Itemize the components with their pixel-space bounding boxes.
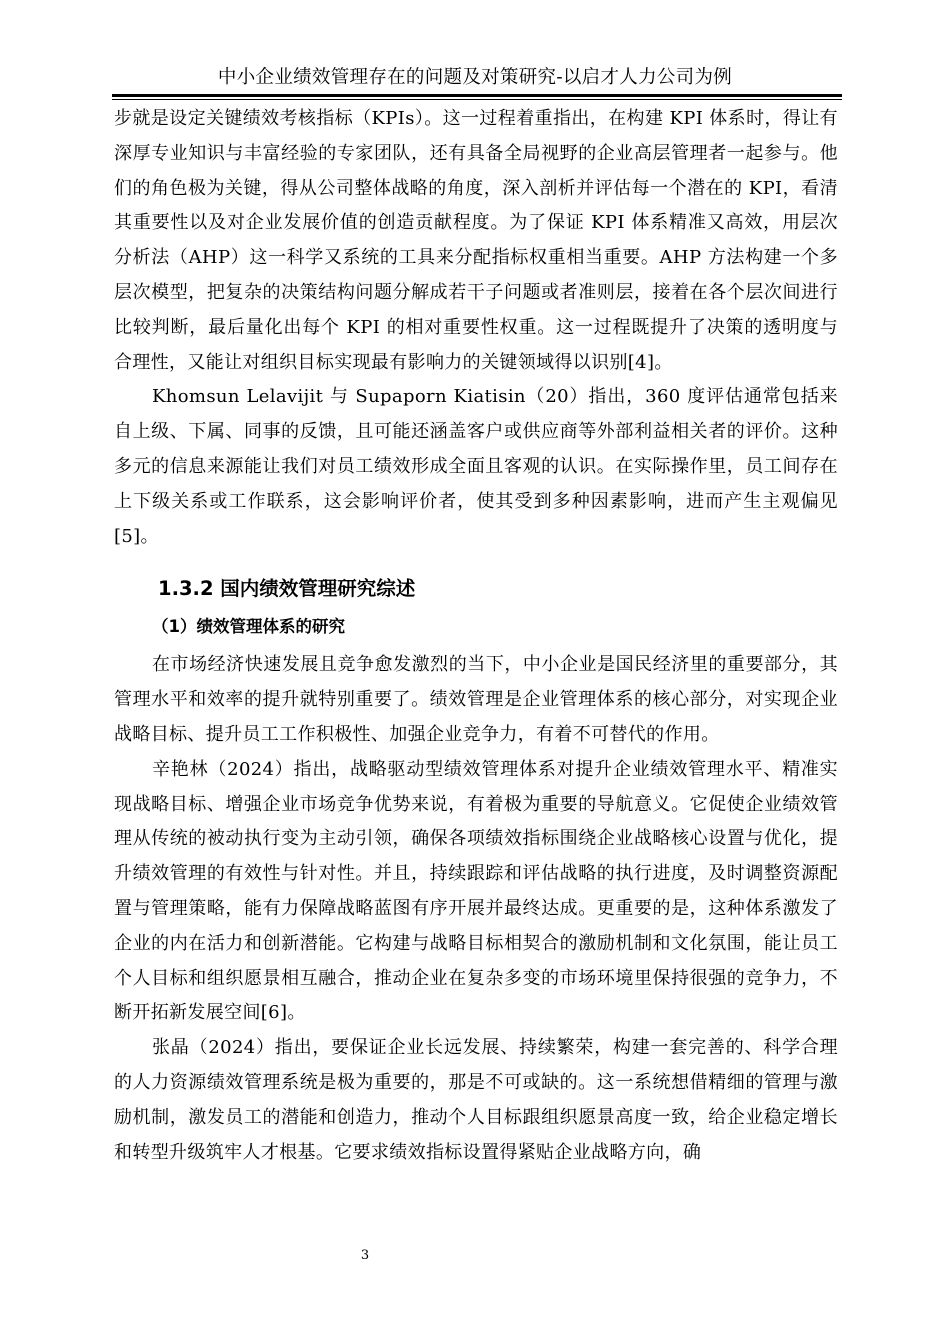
document-body (114, 102, 838, 1170)
subsection-heading: （1）绩效管理体系的研究 (152, 617, 345, 637)
header-rule-thin (112, 99, 842, 100)
paragraph-360-evaluation: Khomsun Lelavijit 与 Supaporn Kiatisin（20）指出，360 度评估通常包括来自上级、下属、同事的反馈，且可能还涵盖客户或供应商等外部利益相关者的评价。这种多元的信息来源能让我们对员工绩效形成全面且客观的认识。在实际操作里，员工间存在上下级关系或工作联系，这会影响评价者，使其受到多种因素影响，进而产生主观偏见[5]。 (114, 386, 838, 547)
header-rule-thick (112, 94, 842, 97)
running-header-title: 中小企业绩效管理存在的问题及对策研究-以启才人力公司为例 (217, 67, 733, 88)
section-heading: 1.3.2 国内绩效管理研究综述 (158, 577, 416, 601)
paragraph-sme-context: 在市场经济快速发展且竞争愈发激烈的当下，中小企业是国民经济里的重要部分，其管理水平和效率的提升就特别重要了。绩效管理是企业管理体系的核心部分，对实现企业战略目标、提升员工工作积极性、加强企业竞争力，有着不可替代的作用。 (114, 654, 838, 745)
paragraph-xin-yanlin: 辛艳林（2024）指出，战略驱动型绩效管理体系对提升企业绩效管理水平、精准实现战略目标、增强企业市场竞争优势来说，有着极为重要的导航意义。它促使企业绩效管理从传统的被动执行变为主动引领，确保各项绩效指标围绕企业战略核心设置与优化，提升绩效管理的有效性与针对性。并且，持续跟踪和评估战略的执行进度，及时调整资源配置与管理策略，能有力保障战略蓝图有序开展并最终达成。更重要的是，这种体系激发了企业的内在活力和创新潜能。它构建与战略目标相契合的激励机制和文化氛围，能让员工个人目标和组织愿景相互融合，推动企业在复杂多变的市场环境里保持很强的竞争力，不断开拓新发展空间[6]。 (114, 758, 838, 1024)
page-number: 3 (360, 1248, 370, 1263)
paragraph-kpi-ahp: 步就是设定关键绩效考核指标（KPIs）。这一过程着重指出，在构建 KPI 体系时，得让有深厚专业知识与丰富经验的专家团队，还有具备全局视野的企业高层管理者一起参与。他们的角色极为关键，得从公司整体战略的角度，深入剖析并评估每一个潜在的 KPI，看清其重要性以及对企业发展价值的创造贡献程度。为了保证 KPI 体系精准又高效，用层次分析法（AHP）这一科学又系统的工具来分配指标权重相当重要。AHP 方法构建一个多层次模型，把复杂的决策结构问题分解成若干子问题或者准则层，接着在各个层次间进行比较判断，最后量化出每个 KPI 的相对重要性权重。这一过程既提升了决策的透明度与合理性，又能让对组织目标实现最有影响力的关键领域得以识别[4]。 (114, 108, 838, 373)
paragraph-zhang-jing: 张晶（2024）指出，要保证企业长远发展、持续繁荣，构建一套完善的、科学合理的人力资源绩效管理系统是极为重要的，那是不可或缺的。这一系统想借精细的管理与激励机制，激发员工的潜能和创造力，推动个人目标跟组织愿景高度一致，给企业稳定增长和转型升级筑牢人才根基。它要求绩效指标设置得紧贴企业战略方向，确 (114, 1037, 838, 1163)
